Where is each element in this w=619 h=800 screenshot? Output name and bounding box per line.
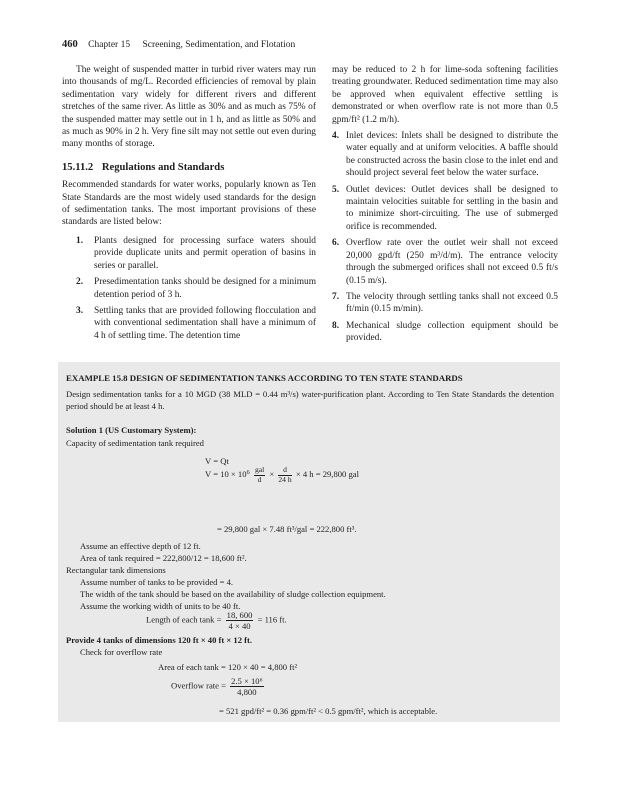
- rect-dimensions-heading: Rectangular tank dimensions: [66, 565, 166, 575]
- eq2-tail: × 4 h = 29,800 gal: [295, 468, 359, 479]
- fraction-denominator: d: [257, 474, 262, 484]
- area-required: Area of tank required = 222,800/12 = 18,600 ft².: [80, 553, 247, 563]
- list-item: [332, 237, 558, 287]
- eq2-exponent: 6: [246, 468, 250, 476]
- example-box: [58, 362, 560, 722]
- fraction-denominator: 4,800: [237, 687, 257, 697]
- fraction-length: [226, 610, 254, 631]
- list-item-text: The velocity through settling tanks shall not exceed 0.5 ft/min (0.15 m/min).: [346, 291, 558, 315]
- list-item-text: Outlet devices: Outlet devices shall be designed to maintain velocities suitable for settling in the basin and to minimize short-circuiting. The use of submerged orifice is recommended.: [346, 184, 558, 232]
- list-item: [332, 291, 558, 316]
- left-column: [62, 64, 316, 346]
- standards-list-left: [62, 235, 316, 342]
- list-item-number: 6.: [332, 238, 340, 249]
- overflow-result: = 521 gpd/ft² = 0.36 gpm/ft² < 0.5 gpm/ft², which is acceptable.: [219, 706, 438, 716]
- depth-assumption: Assume an effective depth of 12 ft.: [80, 541, 201, 551]
- list-item: [76, 235, 316, 272]
- example-title: EXAMPLE 15.8 DESIGN OF SEDIMENTATION TANKS ACCORDING TO TEN STATE STANDARDS: [66, 373, 463, 383]
- list-item: [332, 184, 558, 234]
- fraction-denominator: 24 h: [278, 474, 292, 484]
- example-statement: Design sedimentation tanks for a 10 MGD (38 MLD = 0.44 m³/s) water-purification plant. According to Ten State Standards the detention period should be at least 4 h.: [66, 389, 554, 411]
- list-item-number: 5.: [332, 184, 340, 195]
- num-tanks: Assume number of tanks to be provided = 4.: [80, 577, 234, 587]
- section-title: Regulations and Standards: [101, 161, 225, 173]
- equation-overflow: [171, 676, 266, 697]
- area-each-tank: Area of each tank = 120 × 40 = 4,800 ft²: [158, 662, 298, 672]
- section-heading: [62, 162, 316, 174]
- provide-tanks: Provide 4 tanks of dimensions 120 ft × 40 ft × 12 ft.: [66, 635, 253, 645]
- chapter-label: Chapter 15: [88, 40, 131, 50]
- list-item-number: 2.: [76, 277, 84, 288]
- equation-volume-calc: $V = 10 \times 10^6$ $\frac{\text{gal}}{d}$ × $\frac{d}{24 h}$ × 4 h = 29,800 gal: [205, 465, 359, 484]
- list-item-number: 7.: [332, 291, 340, 302]
- list-item-text: Plants designed for processing surface waters should provide duplicate units and permit operation of basins in series or parallel.: [94, 235, 316, 271]
- list-item-number: 3.: [76, 305, 84, 316]
- section-number: 15.11.2: [62, 161, 94, 173]
- list-item-text: Mechanical sludge collection equipment should be provided.: [346, 320, 558, 344]
- standards-list-right: [332, 130, 558, 345]
- list-item: [76, 305, 316, 342]
- working-width: Assume the working width of units to be 40 ft.: [80, 601, 241, 611]
- width-note: The width of the tank should be based on the availability of sludge collection equipment.: [80, 589, 386, 599]
- fraction-gal-per-day: [254, 466, 265, 484]
- chapter-title: Screening, Sedimentation, and Flotation: [142, 40, 296, 50]
- eq2-prefix: V = 10 × 10: [205, 468, 247, 479]
- list-item-number: 1.: [76, 235, 84, 246]
- equation-length: [146, 610, 287, 631]
- length-label: Length of each tank =: [146, 614, 222, 625]
- intro-paragraph: The weight of suspended matter in turbid river waters may run into thousands of mg/L. Recorded efficiencies of removal by plain sedimentation vary widely for different rivers and different stretches of the same river. As little as 30% and as much as 75% of the suspended matter may settle out in 1 h, and as little as 50% and as much as 90% in 2 h. Very fine silt may not settle out even during many months of storage.: [62, 65, 316, 150]
- list-item-text: Inlet devices: Inlets shall be designed to distribute the water equally and at uniform velocities. A baffle should be constructed across the basin close to the inlet end and should project several feet below the water surface.: [346, 131, 558, 179]
- fraction-numerator: gal: [254, 465, 265, 474]
- page-header: [62, 39, 295, 50]
- fraction-numerator: d: [278, 466, 291, 476]
- page-number: 460: [62, 39, 78, 50]
- length-result: = 116 ft.: [257, 614, 287, 625]
- list-item-text: Presedimentation tanks should be designed for a minimum detention period of 3 h.: [94, 277, 316, 300]
- list-item: [76, 276, 316, 301]
- fraction-numerator: 18, 600: [226, 610, 253, 620]
- equation-volume-ft3: = 29,800 gal × 7.48 ft³/gal = 222,800 ft³.: [217, 524, 357, 534]
- continuation-paragraph: may be reduced to 2 h for lime-soda softening facilities treating groundwater. Reduced sedimentation time may also be approved when equivalent effective settling is demonstrated or when overflow rate is not more than 0.5 gpm/ft² (1.2 m/h).: [332, 65, 558, 125]
- check-overflow-label: Check for overflow rate: [80, 647, 163, 657]
- fraction-denominator: 4 × 40: [228, 621, 251, 631]
- list-item: [332, 320, 558, 345]
- overflow-label: Overflow rate =: [171, 680, 226, 691]
- list-item: [332, 130, 558, 180]
- list-item-number: 4.: [332, 131, 340, 142]
- right-column: [332, 64, 558, 349]
- list-item-text: Overflow rate over the outlet weir shall not exceed 20,000 gpd/ft (250 m³/d/m). The entrance velocity through the submerged orifices shall not exceed 0.5 ft/s (0.15 m/s).: [346, 238, 558, 286]
- solution-heading: Solution 1 (US Customary System):: [66, 425, 197, 435]
- fraction-overflow: [230, 676, 263, 697]
- fraction-numerator: 2.5 × 10⁶: [231, 676, 263, 686]
- section-paragraph: Recommended standards for water works, popularly known as Ten State Standards are the most widely used standards for the design of sedimentation tanks. The most important provisions of these standards are listed below:: [62, 180, 316, 228]
- list-item-number: 8.: [332, 320, 340, 331]
- fraction-day-per-hours: [278, 466, 291, 484]
- list-item-text: Settling tanks that are provided following flocculation and with conventional sedimentation shall have a minimum of 4 h of settling time. The detention time: [94, 305, 316, 341]
- capacity-label: Capacity of sedimentation tank required: [66, 438, 204, 448]
- equation-volume: V = Qt: [205, 456, 229, 466]
